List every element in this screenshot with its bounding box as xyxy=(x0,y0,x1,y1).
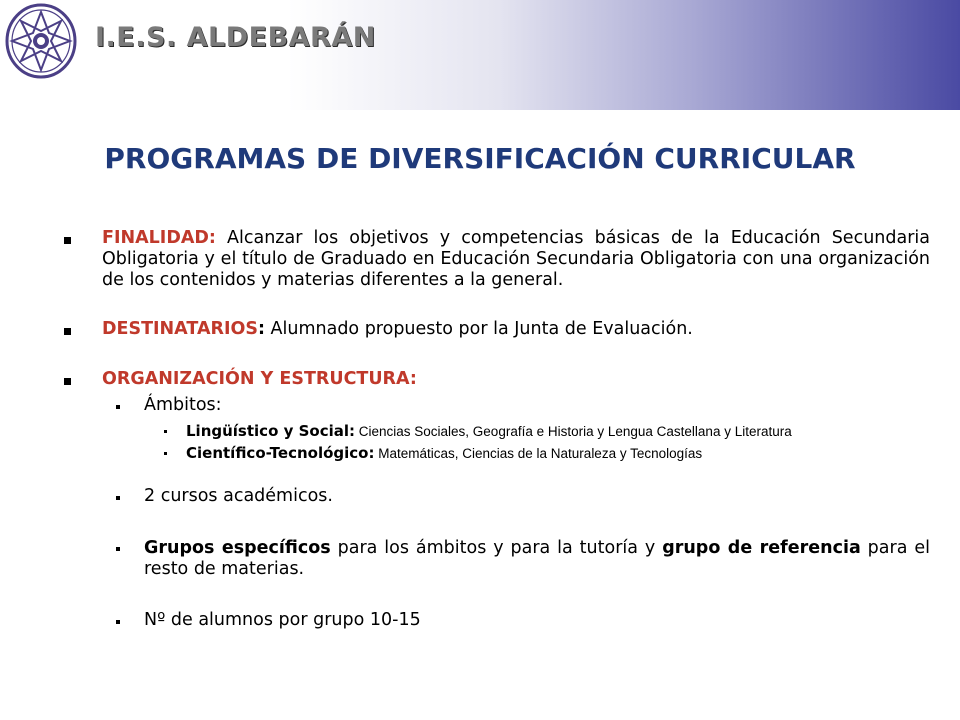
destinatarios-text: Alumnado propuesto por la Junta de Evaluación. xyxy=(264,319,693,339)
destinatarios-label: DESTINATARIOS xyxy=(102,319,258,339)
destinatarios-item xyxy=(102,319,930,340)
bullet-square-icon xyxy=(64,328,71,335)
page-title: PROGRAMAS DE DIVERSIFICACIÓN CURRICULAR xyxy=(104,142,856,175)
bullet-square-icon xyxy=(64,378,71,385)
organizacion-label: ORGANIZACIÓN Y ESTRUCTURA: xyxy=(102,369,417,389)
bullet-small-icon xyxy=(116,405,120,409)
grupos-bold2: grupo de referencia xyxy=(662,538,861,558)
ambito-detail: Matemáticas, Ciencias de la Naturaleza y Tecnologías xyxy=(374,446,703,461)
bullet-small-icon xyxy=(116,547,120,551)
bullet-tiny-icon xyxy=(164,430,167,433)
alumnos-item: Nº de alumnos por grupo 10-15 xyxy=(144,610,421,630)
bullet-small-icon xyxy=(116,496,120,500)
ambito-name: Lingüístico y Social: xyxy=(186,422,355,440)
bullet-square-icon xyxy=(64,237,71,244)
grupos-bold1: Grupos específicos xyxy=(144,538,331,558)
cursos-item: 2 cursos académicos. xyxy=(144,486,333,506)
ambito-detail: Ciencias Sociales, Geografía e Historia y Lengua Castellana y Literatura xyxy=(355,424,792,439)
finalidad-label: FINALIDAD: xyxy=(102,228,216,248)
grupos-item xyxy=(144,538,930,580)
finalidad-item xyxy=(102,228,930,291)
grupos-mid: para los ámbitos y para la tutoría y xyxy=(330,538,663,558)
destinatarios-colon: : xyxy=(257,319,265,339)
ambito-item xyxy=(186,443,946,464)
bullet-tiny-icon xyxy=(164,452,167,455)
grupos-end: para el resto de materias. xyxy=(144,538,930,579)
ambitos-label: Ámbitos: xyxy=(144,395,222,415)
ambito-item xyxy=(186,421,946,442)
organizacion-item xyxy=(102,369,930,390)
school-name: I.E.S. ALDEBARÁN xyxy=(95,22,376,53)
ambito-name: Científico-Tecnológico: xyxy=(186,444,375,462)
bullet-small-icon xyxy=(116,620,120,624)
finalidad-text: Alcanzar los objetivos y competencias básicas de la Educación Secundaria Obligatoria y el título de Graduado en Educación Secundaria Obligatoria con una organización de los contenidos y materias diferentes a la general. xyxy=(102,228,930,290)
